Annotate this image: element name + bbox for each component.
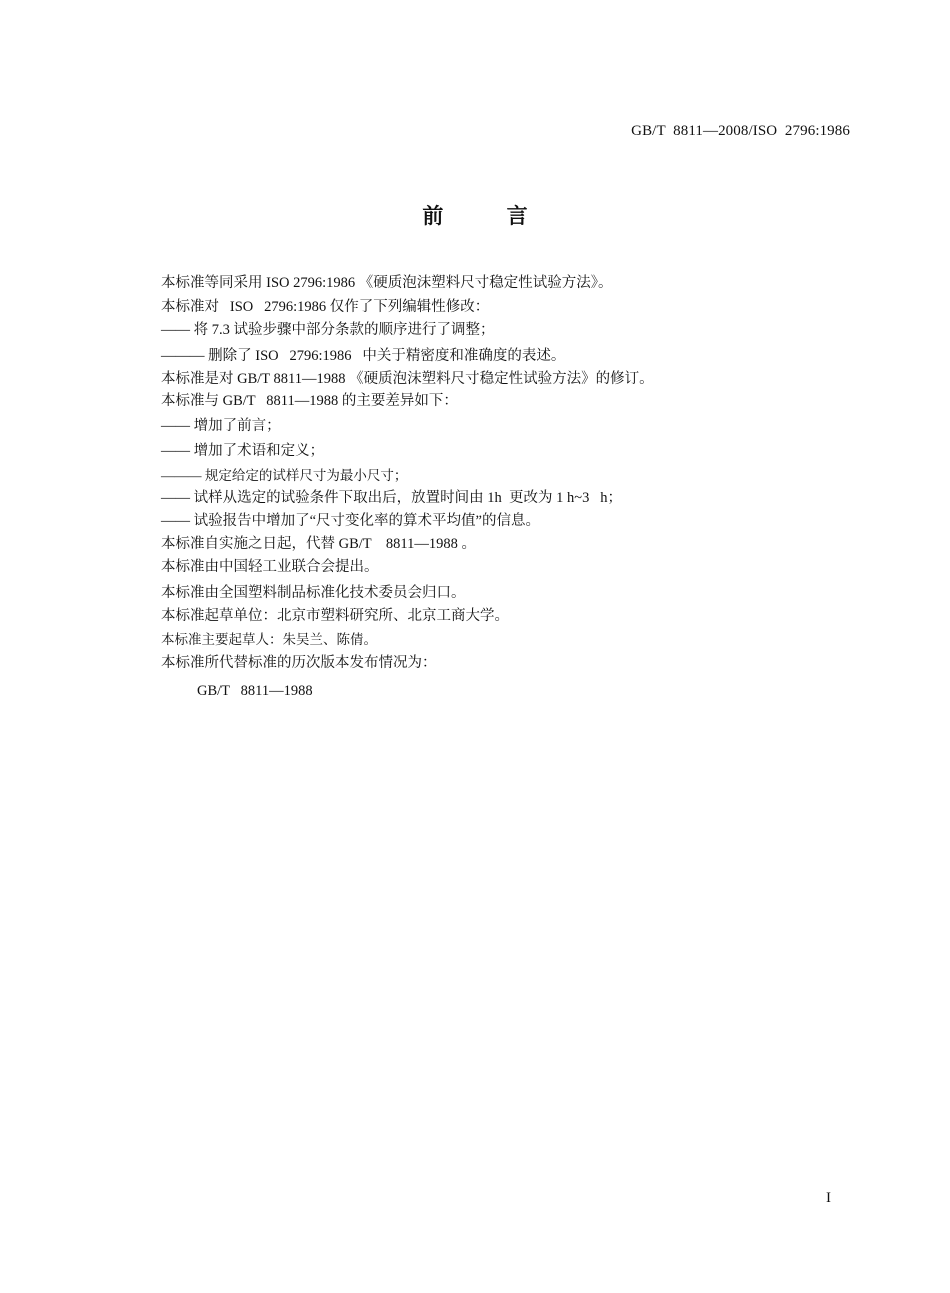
list-item-difference-1: —— 增加了前言；: [161, 418, 281, 434]
paragraph-revision: 本标准是对 GB/T 8811—1988 《硬质泡沫塑料尺寸稳定性试验方法》的修订。: [161, 371, 654, 387]
paragraph-differences-intro: 本标准与 GB/T 8811—1988 的主要差异如下：: [161, 393, 458, 409]
paragraph-responsible-committee: 本标准由全国塑料制品标准化技术委员会归口。: [161, 585, 466, 601]
page-number: I: [826, 1190, 831, 1206]
paragraph-proposer: 本标准由中国轻工业联合会提出。: [161, 559, 379, 575]
history-entry: GB/T 8811—1988: [197, 683, 313, 699]
paragraph-replacement: 本标准自实施之日起，代替 GB/T 8811—1988 。: [161, 536, 476, 552]
list-item-difference-3: ——— 规定给定的试样尺寸为最小尺寸；: [161, 468, 408, 483]
paragraph-drafting-units: 本标准起草单位：北京市塑料研究所、北京工商大学。: [161, 608, 509, 624]
list-item-difference-4: —— 试样从选定的试验条件下取出后，放置时间由 1h 更改为 1 h~3 h；: [161, 490, 622, 506]
list-item-difference-2: —— 增加了术语和定义；: [161, 443, 325, 459]
paragraph-adoption: 本标准等同采用 ISO 2796:1986 《硬质泡沫塑料尺寸稳定性试验方法》。: [161, 275, 613, 291]
paragraph-edits-intro: 本标准对 ISO 2796:1986 仅作了下列编辑性修改：: [161, 299, 490, 315]
standard-code-header: GB/T 8811—2008/ISO 2796:1986: [631, 123, 850, 139]
paragraph-drafters: 本标准主要起草人：朱吴兰、陈倩。: [161, 632, 377, 647]
list-item-edit-2: ——— 删除了 ISO 2796:1986 中关于精密度和准确度的表述。: [161, 348, 566, 364]
list-item-difference-5: —— 试验报告中增加了“尺寸变化率的算术平均值”的信息。: [161, 513, 540, 529]
list-item-edit-1: —— 将 7.3 试验步骤中部分条款的顺序进行了调整；: [161, 322, 495, 338]
paragraph-history-intro: 本标准所代替标准的历次版本发布情况为：: [161, 655, 437, 671]
page-title: 前 言: [422, 204, 556, 228]
